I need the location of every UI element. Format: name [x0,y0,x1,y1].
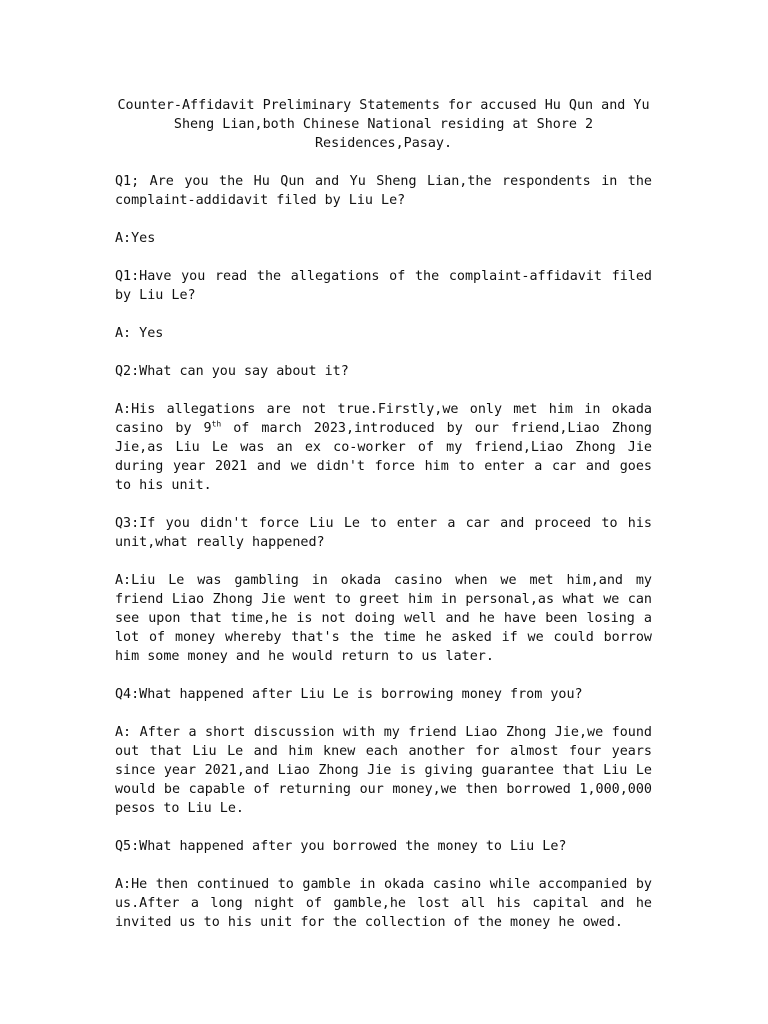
question-q5: Q5:What happened after you borrowed the money to Liu Le? [115,839,567,854]
answer-q2-text-start: A:His allegations are not true.Firstly,we only met him in okada casino by 9 [115,402,652,436]
question-q4: Q4:What happened after Liu Le is borrowing money from you? [115,687,583,702]
document-title [115,96,652,153]
document-page [115,96,652,951]
answer-q1-identity: A:Yes [115,231,156,246]
answer-q4: A: After a short discussion with my friend Liao Zhong Jie,we found out that Liu Le and him knew each another for almost four years since year 2021,and Liao Zhong Jie is giving guarantee that Liu Le would be capable of returning our money,we then borrowed 1,000,000 pesos to Liu Le. [115,725,652,816]
answer-q3: A:Liu Le was gambling in okada casino when we met him,and my friend Liao Zhong Jie went to greet him in personal,as what we can see upon that time,he is not doing well and he have been losing a lot of money whereby that's the time he asked if we could borrow him some money and he would return to us later. [115,573,652,664]
question-q1-read-allegations: Q1:Have you read the allegations of the complaint-affidavit filed by Liu Le? [115,269,652,303]
question-q2: Q2:What can you say about it? [115,364,349,379]
question-q3: Q3:If you didn't force Liu Le to enter a car and proceed to his unit,what really happened? [115,516,652,550]
title-line-1: Counter-Affidavit Preliminary Statements for accused Hu Qun and Yu [117,98,650,113]
answer-q2-text-end: of march 2023,introduced by our friend,Liao Zhong Jie,as Liu Le was an ex co-worker of my friend,Liao Zhong Jie during year 2021 and we didn't force him to enter a car and goes to his unit. [115,421,652,493]
title-line-3: Residences,Pasay. [314,136,453,151]
title-line-2: Sheng Lian,both Chinese National residing at Shore 2 [173,117,594,132]
answer-q5: A:He then continued to gamble in okada casino while accompanied by us.After a long night of gamble,he lost all his capital and he invited us to his unit for the collection of the money he owed. [115,877,652,930]
answer-q2 [115,400,652,495]
answer-q1-read-allegations: A: Yes [115,326,164,341]
question-q1-identity: Q1; Are you the Hu Qun and Yu Sheng Lian,the respondents in the complaint-addidavit filed by Liu Le? [115,174,652,208]
ordinal-suffix: th [211,419,222,429]
